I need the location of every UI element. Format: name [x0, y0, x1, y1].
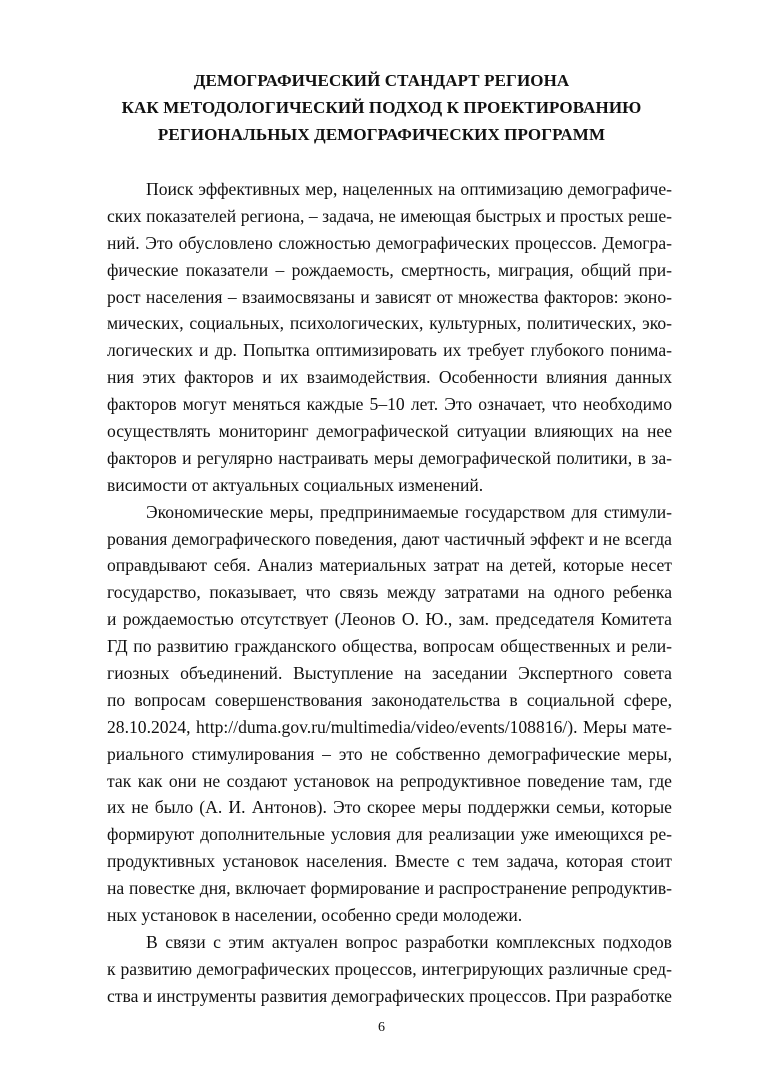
- text-line: на повестке дня, включает формирование и распространение репродуктив-: [107, 878, 672, 899]
- text-line: риального стимулирования – это не собственно демографические меры,: [107, 743, 672, 764]
- text-line: фические показатели – рождаемость, смертность, миграция, общий при-: [107, 259, 672, 280]
- text-line: висимости от актуальных социальных изменений.: [107, 474, 484, 495]
- text-line: по вопросам совершенствования законодательства в социальной сфере,: [107, 689, 672, 710]
- text-line: логических и др. Попытка оптимизировать их требует глубокого понима-: [107, 340, 672, 361]
- page-number: 6: [378, 1020, 385, 1035]
- text-line: 28.10.2024, http://duma.gov.ru/multimedia/video/events/108816/). Меры мате-: [107, 716, 672, 737]
- text-line: к развитию демографических процессов, интегрирующих различные сред-: [107, 958, 672, 979]
- text-line: оправдывают себя. Анализ материальных затрат на детей, которые несет: [107, 555, 672, 576]
- text-line: ния этих факторов и их взаимодействия. Особенности влияния данных: [107, 367, 672, 388]
- text-line: Экономические меры, предпринимаемые государством для стимули-: [146, 501, 672, 522]
- text-line: ства и инструменты развития демографических процессов. При разработке: [107, 985, 672, 1006]
- paragraph-2: [107, 499, 672, 929]
- text-line: факторов и регулярно настраивать меры демографической политики, в за-: [107, 447, 672, 468]
- text-line: мических, социальных, психологических, культурных, политических, эко-: [107, 313, 672, 334]
- text-line: продуктивных установок населения. Вместе с тем задача, которая стоит: [107, 851, 672, 872]
- text-line: ских показателей региона, – задача, не имеющая быстрых и простых реше-: [107, 205, 672, 226]
- text-line: ГД по развитию гражданского общества, вопросам общественных и рели-: [107, 636, 672, 657]
- text-line: государство, показывает, что связь между затратами на одного ребенка: [107, 582, 672, 603]
- paragraph-1: [107, 176, 672, 499]
- text-line: Поиск эффективных мер, нацеленных на оптимизацию демографиче-: [146, 179, 672, 199]
- text-line: ных установок в населении, особенно среди молодежи.: [107, 905, 523, 926]
- text-line: и рождаемостью отсутствует (Леонов О. Ю., зам. председателя Комитета: [107, 609, 672, 630]
- text-line: так как они не создают установок на репродуктивное поведение там, где: [107, 770, 672, 791]
- paragraph-3: [107, 929, 672, 1010]
- text-line: ний. Это обусловлено сложностью демографических процессов. Демогра-: [107, 232, 672, 253]
- title-line: РЕГИОНАЛЬНЫХ ДЕМОГРАФИЧЕСКИХ ПРОГРАММ: [157, 125, 606, 144]
- document-title: [60, 67, 703, 148]
- body-text: [107, 176, 672, 1010]
- text-line: их не было (А. И. Антонов). Это скорее меры поддержки семьи, которые: [107, 797, 672, 818]
- text-line: факторов могут меняться каждые 5–10 лет. Это означает, что необходимо: [107, 394, 672, 415]
- text-line: В связи с этим актуален вопрос разработки комплексных подходов: [146, 931, 672, 952]
- text-line: рования демографического поведения, дают частичный эффект и не всегда: [107, 528, 672, 549]
- text-line: рост населения – взаимосвязаны и зависят от множества факторов: эконо-: [107, 286, 672, 307]
- title-line: КАК МЕТОДОЛОГИЧЕСКИЙ ПОДХОД К ПРОЕКТИРОВАНИЮ: [121, 98, 642, 117]
- text-line: формируют дополнительные условия для реализации уже имеющихся ре-: [107, 824, 672, 845]
- title-line: ДЕМОГРАФИЧЕСКИЙ СТАНДАРТ РЕГИОНА: [193, 71, 570, 90]
- text-line: гиозных объединений. Выступление на заседании Экспертного совета: [107, 663, 672, 684]
- text-line: осуществлять мониторинг демографической ситуации влияющих на нее: [107, 421, 672, 442]
